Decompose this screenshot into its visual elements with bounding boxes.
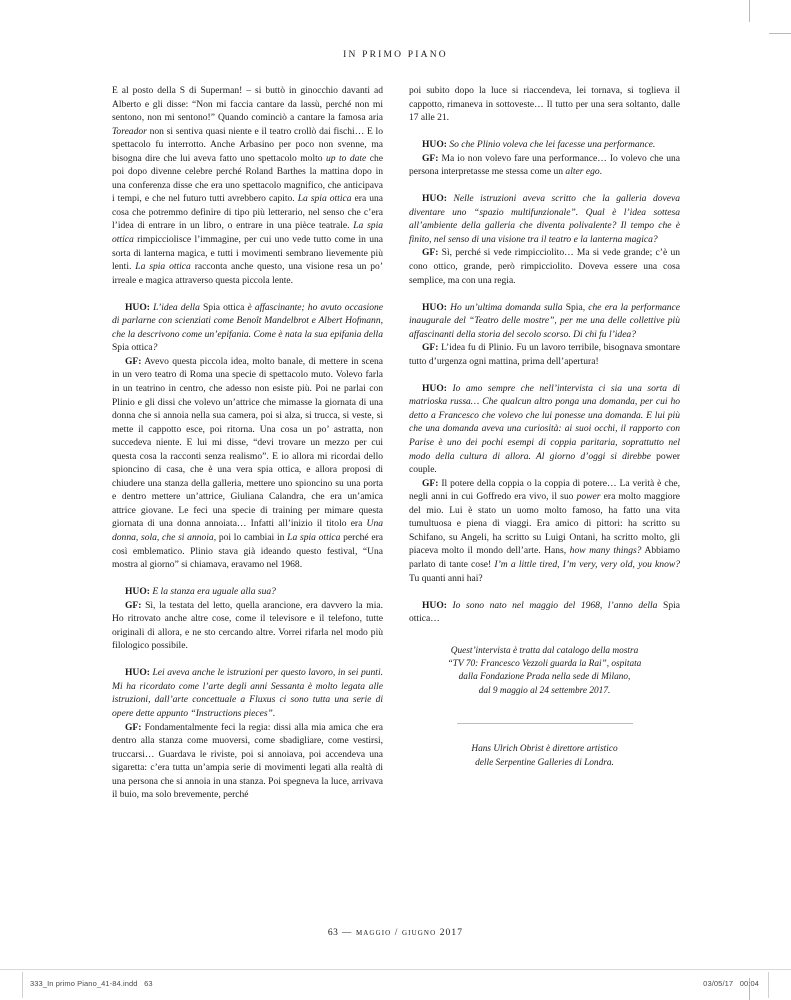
text-run: poi subito dopo la luce si riaccendeva, lei tornava, si toglieva il cappotto, rimaneva in sottoveste… Il tutto per una sera soltanto, dalle 17 alle 21. [409, 85, 680, 124]
title-la-spia-ottica: La spia ottica [112, 220, 383, 246]
slug-timestamp: 03/05/17 00:04 [703, 979, 759, 988]
speaker-label-huo: HUO: [125, 586, 150, 598]
interview-question [409, 192, 680, 246]
credit-line: dal 9 maggio al 24 settembre 2017. [478, 685, 611, 696]
question-text: L’idea della [149, 301, 203, 313]
question-text: . [434, 464, 437, 476]
folio-dash: — [341, 928, 353, 938]
question-text: So che Plinio voleva che lei facesse una performance. [446, 139, 656, 151]
interview-question [112, 666, 383, 720]
speaker-label-huo: HUO: [422, 382, 447, 394]
speaker-label-gf: GF: [125, 599, 142, 611]
slug-tick-right [768, 972, 769, 998]
interview-answer [409, 341, 680, 368]
text-run: L’idea fu di Plinio. Fu un lavoro terribile, bisognava smontare tutto d’urgenza ogni mattina, prima dell’apertura! [409, 342, 680, 367]
quote-little-tired: I’m a little tired, I’m very, very old, you know? [494, 558, 680, 570]
text-run: Sì, la testata del letto, quella arancione, era davvero la mia. Ho ritrovato anche altre cose, come il televisore e il telefono, tutte originali di allora, e ne sto cercando altre. Vorrei rifarla nel modo più filologico possibile. [112, 599, 383, 652]
title-toreador: Toreador [112, 125, 147, 137]
credit-line: “TV 70: Francesco Vezzoli guarda la Rai”, ospitata [447, 659, 642, 670]
text-run: . [599, 166, 603, 178]
text-run: Avevo questa piccola idea, molto banale, di mettere in scena in un vero teatro di Roma una specie di spettacolo muto. Volevo farla in un teatrino in centro, che adesso non esiste più. Poi ne parlai con Plinio e gli dissi che volevo un’attrice che mimasse la giornata di una donna che si annoia nella sua camera, poi si alza, si trucca, si veste, si mette il cappotto esce, poi ritorna. Una cosa un po’ astratta, non succedeva niente. E lui mi disse, “devi trovare un mezzo per cui questa cosa la racconti senza realismo”. E io allora mi ricordai dello spioncino di casa, che è una vera spia ottica, e allora proposi di chiudere una stanza della galleria, mettere uno spioncino su una porta e dentro mettere un’attrice, Giuliana Calandra, che era un’amica attrice giovane. Le feci una specie di training per mimare questa giornata di una donna annoiata… Infatti all’inizio il titolo era [112, 355, 383, 530]
question-text: Ho un’ultima domanda sulla [446, 301, 566, 313]
phrase-power-couple: power couple [409, 450, 680, 476]
speaker-label-gf: GF: [422, 152, 439, 164]
text-run: era una cosa che potremmo definire di tipo più letterario, nel senso che c’era l’idea di entrare in un libro, o entrare in una pièce teatrale. [112, 193, 383, 232]
question-text: Nelle istruzioni aveva scritto che la galleria doveva diventare uno “spazio multifunzionale”. Qual è l’idea sottesa all’ambiente della galleria che diventa polivalente? Il tempo che è finito, nel senso di una visione tra il teatro e la lanterna magica? [409, 193, 680, 245]
text-run: che poi dopo divenne celebre perché Roland Barthes la mattina dopo in una conferenza disse che era uno spettacolo magnifico, che anticipava i tempi, e che nel futuro tutti avrebbero capito. [112, 152, 383, 205]
interview-answer [112, 721, 383, 802]
slug-tick-left [22, 972, 23, 998]
quote-how-many-things: how many things? [569, 545, 642, 557]
credit-line: dalla Fondazione Prada nella sede di Milano, [458, 672, 631, 683]
interview-question [409, 301, 680, 342]
speaker-label-gf: GF: [125, 355, 142, 367]
running-head: IN PRIMO PIANO [343, 50, 448, 60]
interview-question [409, 382, 680, 477]
interview-answer [409, 152, 680, 179]
question-text: ? [152, 342, 158, 354]
exhibition-credit [409, 645, 680, 699]
work-title-roman: Spia ottica… [409, 599, 680, 625]
text-run: Fondamentalmente feci la regia: dissi alla mia amica che era dentro alla stanza come muoversi, come sbadigliare, come vestirsi, truccarsi… Guardava le riviste, poi si annoiava, poi accendeva una sigaretta: c’era tutta un’ampia serie di movimenti legati alla realtà di una persona che si annoia in una stanza. Poi spegneva la luce, arrivava il buio, ma solo brevemente, perché [112, 721, 383, 801]
question-text: Io amo sempre che nell’intervista ci sia una sorta di matrioska russa… Che qualcun altro ponga una domanda, per cui ho detto a Francesco che volevo che lui ponesse una domanda. E lui più che una domanda aveva una curiosità: ai suoi occhi, il rapporto con Parise è uno dei pochi esempi di coppia paritaria, soprattutto nel modo della cultura di allora. Al giorno d’oggi si direbbe [409, 382, 680, 462]
text-run: rimpicciolisce l’immagine, per cui uno vede tutto come in una sorta di lanterna magica, e tutti i movimenti sembrano lievemente più lenti. [112, 234, 383, 273]
title-la-spia-ottica: La spia ottica [135, 261, 191, 273]
speaker-label-huo: HUO: [125, 301, 150, 313]
work-title-roman: Spia [565, 301, 583, 313]
text-run: Tu quanti anni hai? [409, 572, 483, 584]
text-run: Il potere della coppia o la coppia di potere… La verità è che, negli anni in cui Goffredo era vivo, il suo [409, 477, 680, 503]
text-run: Sì, perché si vede rimpicciolito… Ma si vede grande; c’è un cono ottico, grande, però rimpicciolito. Doveva essere una cosa semplice, ma con una regia. [409, 247, 680, 286]
text-run: non si sentiva quasi niente e il teatro crollò dai fischi… E lo spettacolo fu interrotto. Anche Arbasino per poco non svenne, ma bisogna dire che lui aveva fatto uno spettacolo molto [112, 125, 383, 164]
text-run: racconta anche questo, una visione resa un po’ irreale e magica attraverso questa piccola lente. [112, 261, 383, 286]
speaker-label-huo: HUO: [125, 667, 150, 679]
speaker-label-huo: HUO: [422, 139, 447, 151]
interview-question [409, 599, 680, 626]
interview-answer [409, 477, 680, 585]
title-la-spia-ottica: La spia ottica [287, 532, 341, 543]
page-number: 63 [327, 928, 339, 938]
paragraph-continuation [409, 84, 680, 125]
title-una-donna-sola: Una donna, sola, che si annoia [112, 518, 383, 543]
author-bio [409, 743, 680, 770]
interview-answer [112, 599, 383, 653]
speaker-label-gf: GF: [422, 477, 439, 489]
text-run: Abbiamo parlato di tante cose! [409, 545, 680, 570]
phrase-up-to-date: up to date [325, 152, 367, 164]
text-run: era molto maggiore del mio. Lui è stato un uomo molto famoso, ha fatto una vita tumultuosa e piena di viaggi. Era amico di pittori: ha scritto su Schifano, su Angeli, ha scritto su Luigi Ontani, ha scritto molto, gli piaceva molto il mondo dell’arte. Hans, [409, 491, 680, 557]
interview-question [112, 585, 383, 599]
folio [0, 928, 791, 938]
speaker-label-gf: GF: [422, 342, 439, 354]
phrase-alter-ego: alter ego [565, 166, 600, 178]
text-run: perché era così emblematico. Plinio stava già ideando questo festival, “Una mostra al giorno” si chiamava, eravamo nel 1968. [112, 532, 383, 571]
column-right [409, 84, 680, 914]
speaker-label-huo: HUO: [422, 301, 447, 313]
question-text: E la stanza era uguale alla sua? [149, 586, 276, 598]
speaker-label-huo: HUO: [422, 193, 447, 205]
bio-line: delle Serpentine Galleries di Londra. [475, 757, 614, 768]
text-run: Ma io non volevo fare una performance… Io volevo che una persona interpretasse me stessa come un [409, 152, 680, 178]
question-text: Lei aveva anche le istruzioni per questo lavoro, in sei punti. Mi ha ricordato come l’arte degli anni Sessanta è molto legata alle istruzioni, dall’arte concettuale a Fluxus ci sono tutta una serie di opere dette appunto “Instructions pieces”. [112, 667, 383, 720]
text-columns [112, 84, 680, 914]
slug-filename: 333_In primo Piano_41-84.indd 63 [30, 979, 153, 988]
text-run: E al posto della S di Superman! – si buttò in ginocchio davanti ad Alberto e gli disse: “Non mi faccia cantare da lassù, perché non mi sentono, non mi sentono!” Quando cominciò a cantare la famosa aria [112, 85, 383, 124]
interview-question [112, 301, 383, 355]
work-title-roman: Spia ottica [203, 301, 245, 313]
bio-line: Hans Ulrich Obrist è direttore artistico [471, 744, 618, 755]
word-power: power [576, 491, 601, 503]
interview-question [409, 138, 680, 152]
issue-date: maggio / giugno 2017 [355, 928, 464, 938]
work-title-roman: Spia ottica [112, 342, 153, 354]
printer-slug-bar [0, 969, 791, 1000]
interview-answer [409, 246, 680, 287]
column-left [112, 84, 383, 914]
interview-answer [112, 355, 383, 572]
speaker-label-gf: GF: [422, 247, 439, 259]
question-text: , che era la performance inaugurale del “Teatro delle mostre”, per me una delle collettive più affascinanti della storia del secolo scorso. Di chi fu l’idea? [409, 301, 680, 340]
speaker-label-huo: HUO: [422, 599, 447, 611]
paragraph-continuation [112, 84, 383, 287]
text-run: , poi lo cambiai in [213, 532, 288, 543]
title-la-spia-ottica: La spia ottica [297, 193, 352, 205]
horizontal-rule [457, 723, 633, 724]
speaker-label-gf: GF: [125, 721, 142, 733]
question-text: Io sono nato nel maggio del 1968, l’anno della [446, 599, 664, 611]
question-text: è affascinante; ho avuto occasione di parlarne con scienziati come Benoît Mandelbrot e Albert Hofmann, che la descrivono come un’epifania. Come è nata la sua epifania della [112, 301, 383, 340]
credit-line: Quest’intervista è tratta dal catalogo della mostra [450, 645, 639, 656]
